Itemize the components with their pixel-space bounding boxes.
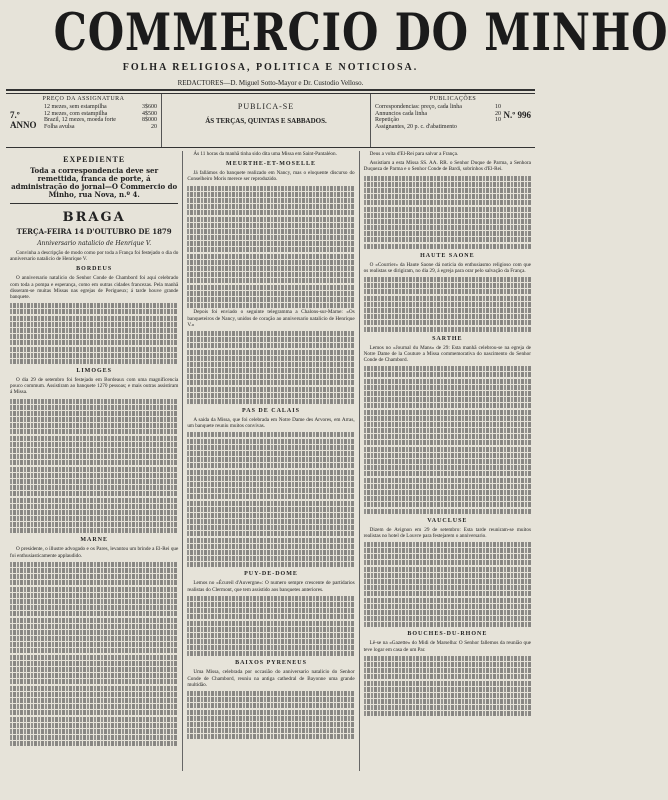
text-block bbox=[364, 176, 531, 249]
paragraph: O «Courrier» da Haute Saone dá noticia do enthusiasmo religioso com que os realistas se dirigiram, no dia 29, á egreja para orar pelo salvação da França. bbox=[363, 261, 531, 274]
column-1 bbox=[6, 151, 182, 771]
text-block bbox=[187, 691, 354, 739]
publications-head: PUBLICAÇÕES bbox=[429, 96, 477, 102]
subscription-row: Brazil, 12 mezes, moeda forte 8$000 bbox=[44, 117, 157, 123]
publications-row: Assignantes, 20 p. c. d'abatimento bbox=[375, 123, 457, 130]
text-block bbox=[187, 596, 354, 657]
subscription-head: PREÇO DA ASSIGNATURA bbox=[42, 96, 125, 102]
publications-row: Repetição 10 bbox=[375, 117, 501, 123]
paragraph: Depois foi enviado o seguinte telegramma a Chalons-sur-Marne: «Os banqueteiros de Nancy, unidos de coração ao anniversario natalicio de Henrique V.» bbox=[187, 309, 355, 328]
text-block bbox=[364, 656, 531, 717]
divider bbox=[6, 89, 535, 91]
subscription-box bbox=[6, 94, 161, 147]
text-block bbox=[10, 562, 178, 746]
section-head: LIMOGES bbox=[76, 367, 112, 374]
paragraph: Ás 11 horas da manhã tinha sido dita uma Missa em Saint-Pantaléon. bbox=[193, 151, 337, 157]
section-head: BAIXOS PYRENEUS bbox=[235, 660, 307, 667]
paragraph: O anniversario natalicio do Senhor Conde de Chambord foi aqui celebrado com toda a pompa e esperança, como em outras cidades francezas. Pela manhã disseram-se muitas Missas nas egrejas de Perigueux; á tarde houve grande banquete. bbox=[10, 275, 179, 301]
paragraph: O presidente, o illustre advogado e os Pares, levantou um brinde a El-Rei que foi enthusiasticamente applaudido. bbox=[10, 546, 179, 559]
dateline: TERÇA-FEIRA 14 D'OUTUBRO DE 1879 bbox=[16, 227, 172, 236]
paragraph: Assistiam a esta Missa SS. AA. RR. o Senhor Duque de Parma, a Senhora Duqueza de Parma e o Senhor Conde de Bardi, sobrinhos d'El-Rei. bbox=[363, 160, 531, 173]
text-block bbox=[364, 542, 531, 627]
publication-days: ÁS TERÇAS, QUINTAS E SABBADOS. bbox=[205, 117, 327, 125]
subscription-row: 12 mezes, sem estampilha 3$600 bbox=[44, 104, 157, 110]
city-head: BRAGA bbox=[62, 210, 126, 225]
text-block bbox=[187, 186, 354, 309]
text-block bbox=[10, 303, 178, 364]
section-head: VAUCLUSE bbox=[427, 517, 468, 524]
paragraph: A saida da Missa, que foi celebrada em Notre Dame des Arvores, em Arras, um banquete reuniu muitos convivas. bbox=[187, 417, 355, 430]
issue-number: N.º 996 bbox=[503, 110, 531, 120]
subscription-row: 12 mezes, com estampilha 4$500 bbox=[44, 110, 157, 117]
paragraph: Dizem de Avignon em 29 de setembro: Esta tarde reuniram-se muitos realistas no hotel de Louvre para festejarem o anniversario. bbox=[363, 526, 531, 539]
paragraph: Convinha a descripção de modo como por toda a França foi festejado o dia do anniversario natalicio de Henrique V. bbox=[10, 250, 179, 263]
text-block bbox=[187, 331, 354, 404]
publications-row: Annuncios cada linha 20 bbox=[375, 110, 501, 117]
paragraph: Deus a volta d'El-Rei para salvar a França. bbox=[369, 151, 459, 157]
section-head: SARTHE bbox=[432, 335, 463, 342]
column-3 bbox=[359, 151, 535, 771]
section-head: MEURTHE-ET-MOSELLE bbox=[226, 161, 316, 168]
subscription-row: Folha avulsa 20 bbox=[44, 123, 157, 130]
section-head: MARNE bbox=[80, 537, 108, 544]
section-head: BORDEUS bbox=[76, 266, 113, 273]
publications-box bbox=[371, 94, 535, 147]
paragraph: O dia 29 de setembro foi festejado em Bordeaux com uma magnificencia pouco commum. Assistiram ao banquete 1270 pessoas; e mais outras assistiram á Missa. bbox=[10, 376, 179, 396]
publications-row: Correspondencias: preço, cada linha 10 bbox=[375, 104, 501, 110]
text-block bbox=[364, 277, 531, 332]
paragraph: Já fallámos do banquete realizado em Nancy, mas o eloquente discurso do Conselheiro Moris merece ser reproduzido. bbox=[187, 170, 355, 183]
publication-box bbox=[161, 94, 371, 147]
subtitle: FOLHA RELIGIOSA, POLITICA E NOTICIOSA. bbox=[122, 62, 419, 73]
expediente-text: Toda a correspondencia deve ser remettida, franca de porte, á administração do jornal—O Commercio do Minho, rua Nova, n.º 4. bbox=[11, 166, 178, 199]
section-head: HAUTE SAONE bbox=[420, 252, 475, 259]
divider bbox=[10, 203, 178, 204]
article-columns bbox=[6, 151, 535, 771]
text-block bbox=[364, 366, 531, 513]
text-block bbox=[10, 399, 178, 534]
text-block bbox=[187, 432, 354, 567]
info-bar bbox=[6, 93, 535, 148]
year-label: 7.º ANNO bbox=[10, 110, 37, 130]
masthead: COMMERCIO DO MINHO bbox=[53, 3, 668, 63]
paragraph: Lemos no «Journal du Mans» de 29: Esta manhã celebrou-se na egreja de Notre Dame de la Couture a Missa commemorativa do nascimento do Senhor Conde de Chambord. bbox=[363, 344, 531, 363]
section-head: PAS DE CALAIS bbox=[242, 408, 300, 415]
section-head: BOUCHES-DU-RHONE bbox=[407, 631, 488, 638]
expediente-head: EXPEDIENTE bbox=[63, 155, 126, 164]
paragraph: Lê-se na «Gazette» do Midi de Marselha: O Senhor fallemos da reunião que teve logar em casa de um Par. bbox=[363, 640, 531, 653]
paragraph: Uma Missa, celebrada por occasião do anniversario natalicio do Senhor Conde de Chambord, reuniu na antiga cathedral de Bayonne uma grande multidão. bbox=[187, 669, 355, 688]
paragraph: Lemos no «Écureil d'Auvergne»: O numero sempre crescente de partidarios realistas do Clermont, que tem assistido aos banquetes anteriores. bbox=[187, 580, 355, 593]
editors-line: REDACTORES—D. Miguel Sotto-Mayor e Dr. Custodio Velloso. bbox=[177, 79, 364, 87]
publication-head: PUBLICA-SE bbox=[237, 102, 295, 111]
article-head: Anniversario natalicio de Henrique V. bbox=[37, 240, 152, 247]
column-2 bbox=[182, 151, 358, 771]
section-head: PUY-DE-DOME bbox=[244, 571, 298, 578]
